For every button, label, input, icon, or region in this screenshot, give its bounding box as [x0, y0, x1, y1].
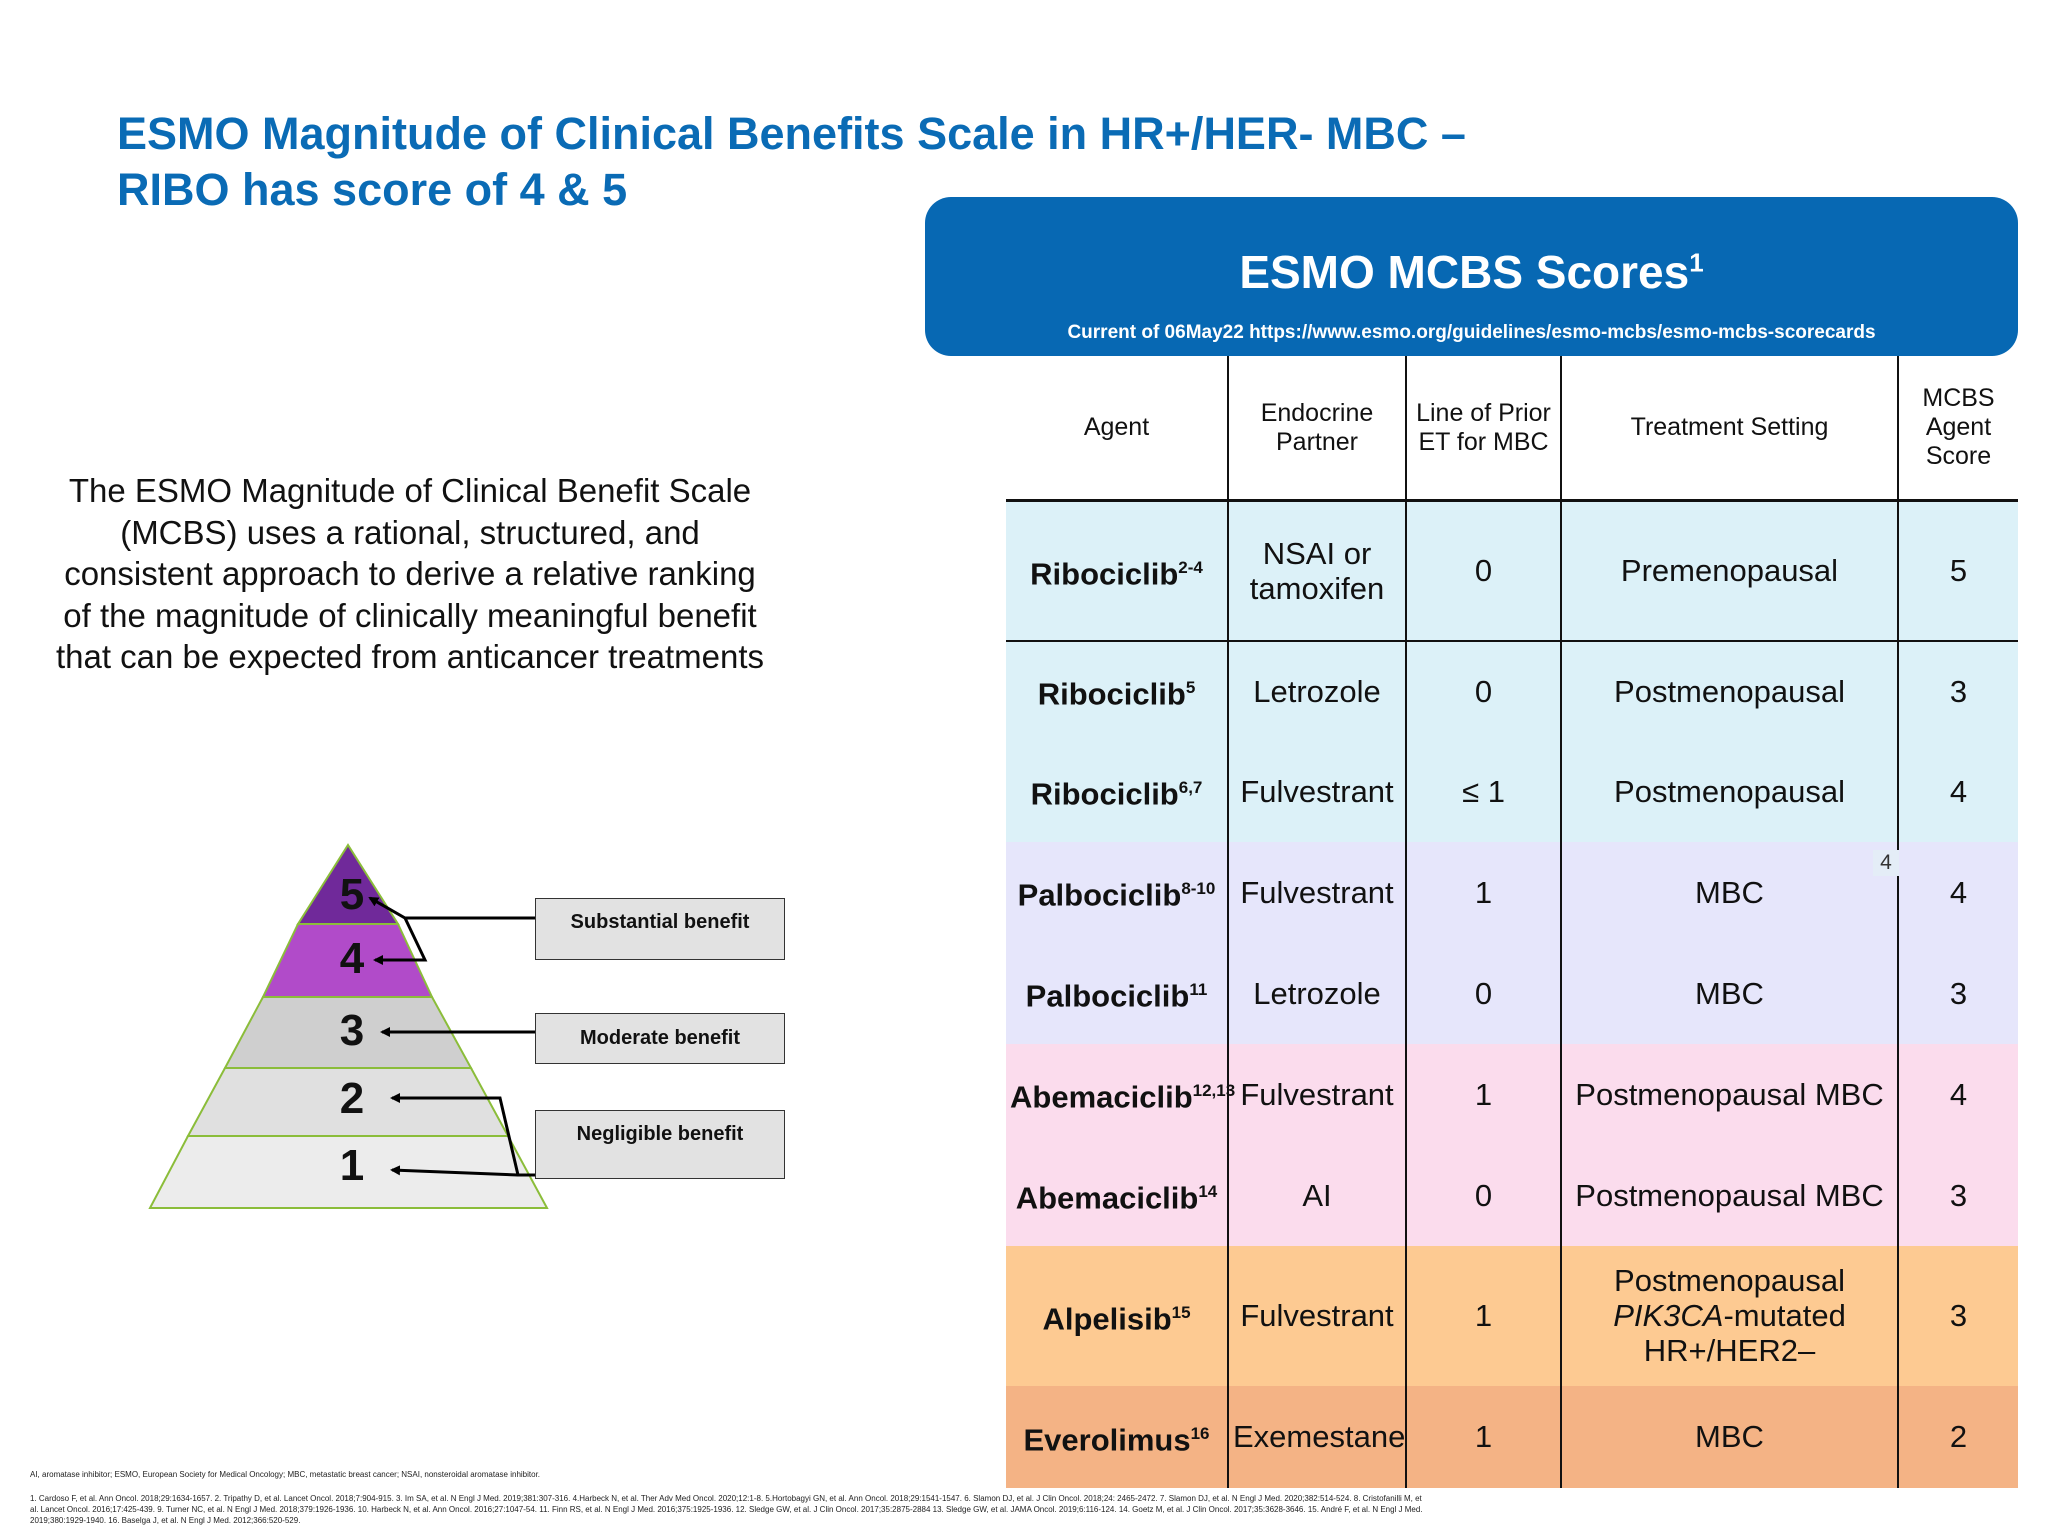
- setting-cell: Postmenopausal MBC: [1561, 1044, 1898, 1145]
- line-cell: 0: [1406, 501, 1561, 641]
- scores-title: [925, 245, 2018, 299]
- agent-ref: 6,7: [1178, 778, 1203, 798]
- scores-title-sup: 1: [1689, 247, 1704, 278]
- agent-cell: [1006, 1246, 1228, 1386]
- partner-cell: NSAI or tamoxifen: [1228, 501, 1406, 641]
- partner-cell: Fulvestrant: [1228, 842, 1406, 943]
- partner-cell: AI: [1228, 1145, 1406, 1246]
- score-cell: 4: [1898, 741, 2018, 842]
- setting-cell: MBC: [1561, 842, 1898, 943]
- setting-text-pre: Postmenopausal: [1614, 1263, 1845, 1298]
- agent-ref: 12,13: [1192, 1081, 1236, 1101]
- score-cell: 5: [1898, 501, 2018, 641]
- agent-name: Alpelisib: [1042, 1301, 1172, 1337]
- agent-name: Palbociclib: [1017, 877, 1182, 913]
- pyramid-num-4: 4: [339, 934, 365, 983]
- agent-cell: [1006, 741, 1228, 842]
- slide-title-line1: ESMO Magnitude of Clinical Benefits Scale in HR+/HER- MBC –: [117, 108, 1466, 159]
- setting-cell: Postmenopausal: [1561, 741, 1898, 842]
- scores-title-text: ESMO MCBS Scores: [1239, 246, 1690, 298]
- setting-text-post: -mutated HR+/HER2–: [1643, 1298, 1846, 1368]
- scores-banner: [925, 197, 2018, 356]
- score-cell: 4: [1898, 842, 2018, 943]
- table-row: [1006, 1044, 2018, 1145]
- setting-cell: MBC: [1561, 943, 1898, 1044]
- agent-name: Abemaciclib: [1015, 1180, 1199, 1216]
- partner-cell: Exemestane: [1228, 1386, 1406, 1488]
- table-row: [1006, 1386, 2018, 1488]
- agent-cell: [1006, 842, 1228, 943]
- mcbs-scores-table: [1006, 356, 2018, 1488]
- partner-cell: Fulvestrant: [1228, 1044, 1406, 1145]
- agent-name: Ribociclib: [1030, 556, 1179, 592]
- abbreviations-footnote: AI, aromatase inhibitor; ESMO, European Society for Medical Oncology; MBC, metastatic breast cancer; NSAI, nonsteroidal aromatase inhibitor.: [30, 1470, 541, 1479]
- setting-cell: Postmenopausal: [1561, 641, 1898, 741]
- table-row: [1006, 501, 2018, 641]
- header-treatment-setting: Treatment Setting: [1561, 356, 1898, 501]
- agent-name: Abemaciclib: [1010, 1079, 1193, 1115]
- setting-cell: MBC: [1561, 1386, 1898, 1488]
- setting-gene: PIK3CA: [1613, 1298, 1724, 1333]
- line-cell: 1: [1406, 842, 1561, 943]
- scores-source: Current of 06May22 https://www.esmo.org/guidelines/esmo-mcbs/esmo-mcbs-scorecards: [1067, 322, 1876, 343]
- table-row: [1006, 842, 2018, 943]
- agent-ref: 14: [1198, 1182, 1218, 1202]
- table-row: [1006, 1145, 2018, 1246]
- pyramid-num-5: 5: [339, 870, 365, 919]
- references-footnote: 1. Cardoso F, et al. Ann Oncol. 2018;29:1634-1657. 2. Tripathy D, et al. Lancet Oncol. 2018;7:904-915. 3. Im SA, et al. N Engl J Med. 2019;381:307-316. 4.Harbeck N, et al. Ther Adv Med Oncol. 2020;12:1-8. 5.Hortobagyi GN, et al. Ann Oncol. 2018;29:1541-1547. 6. Slamon DJ, et al. J Clin Oncol. 2018;24: 2465-2472. 7. Slamon DJ, et al. N Engl J Med. 2020;382:514-524. 8. Cristofanilli M, et al. Lancet Oncol. 2016;17:425-439. 9. Turner NC, et al. N Engl J Med. 2018;379:1926-1936. 10. Harbeck N, et al. Ann Oncol. 2016;27:1047-54. 11. Finn RS, et al. N Engl J Med. 2016;375:1925-1936. 12. Sledge GW, et al. J Clin Oncol. 2017;35:2875-2884 13. Sledge GW, et al. JAMA Oncol. 2019;6:116-124. 14. Goetz M, et al. J Clin Oncol. 2017;35:3628-3646. 15. André F, et al. N Engl J Med. 2019;380:1929-1940. 16. Baselga J, et al. N Engl J Med. 2012;366:520-529.: [30, 1494, 1423, 1525]
- score-cell: 3: [1898, 641, 2018, 741]
- agent-cell: [1006, 501, 1228, 641]
- agent-ref: 11: [1189, 980, 1208, 1000]
- setting-cell: Postmenopausal MBC: [1561, 1145, 1898, 1246]
- agent-cell: [1006, 1386, 1228, 1488]
- pyramid-num-1: 1: [339, 1141, 365, 1190]
- agent-name: Ribociclib: [1030, 776, 1179, 812]
- table-row: [1006, 943, 2018, 1044]
- partner-cell: Fulvestrant: [1228, 1246, 1406, 1386]
- header-agent: Agent: [1006, 356, 1228, 501]
- partner-cell: Letrozole: [1228, 641, 1406, 741]
- moderate-benefit-label: [535, 1013, 785, 1064]
- header-endocrine-partner: Endocrine Partner: [1228, 356, 1406, 501]
- setting-cell: [1561, 1246, 1898, 1386]
- partner-cell: Fulvestrant: [1228, 741, 1406, 842]
- score-cell: 3: [1898, 943, 2018, 1044]
- slide-title-line2: RIBO has score of 4 & 5: [117, 164, 628, 215]
- agent-ref: 15: [1171, 1302, 1191, 1322]
- line-cell: 0: [1406, 943, 1561, 1044]
- agent-cell: [1006, 641, 1228, 741]
- agent-ref: 5: [1185, 678, 1196, 698]
- header-mcbs-score: MCBS Agent Score: [1898, 356, 2018, 501]
- negligible-benefit-label: [535, 1110, 785, 1179]
- setting-cell: Premenopausal: [1561, 501, 1898, 641]
- agent-cell: [1006, 1044, 1236, 1145]
- substantial-benefit-label: [535, 898, 785, 960]
- table-row: [1006, 641, 2018, 741]
- pyramid-num-2: 2: [339, 1074, 365, 1123]
- line-cell: ≤ 1: [1406, 741, 1561, 842]
- agent-ref: 16: [1190, 1423, 1210, 1443]
- line-cell: 1: [1406, 1386, 1561, 1488]
- header-line-prior-et: Line of Prior ET for MBC: [1406, 356, 1561, 501]
- table-row: [1006, 741, 2018, 842]
- pyramid-num-3: 3: [339, 1006, 365, 1055]
- partner-cell: Letrozole: [1228, 943, 1406, 1044]
- score-cell: 3: [1898, 1145, 2018, 1246]
- agent-ref: 8-10: [1181, 879, 1216, 899]
- substantial-benefit-text: Substantial benefit: [570, 911, 750, 933]
- moderate-benefit-text: Moderate benefit: [579, 1027, 741, 1049]
- line-cell: 0: [1406, 1145, 1561, 1246]
- agent-name: Ribociclib: [1037, 676, 1186, 712]
- line-cell: 1: [1406, 1246, 1561, 1386]
- agent-ref: 2-4: [1178, 558, 1203, 578]
- score-cell: 4: [1898, 1044, 2018, 1145]
- table-header-row: [1006, 356, 2018, 501]
- agent-name: Palbociclib: [1025, 978, 1190, 1014]
- line-cell: 0: [1406, 641, 1561, 741]
- score-cell: 3: [1898, 1246, 2018, 1386]
- line-cell: 1: [1406, 1044, 1561, 1145]
- score-cell: 2: [1898, 1386, 2018, 1488]
- negligible-benefit-text: Negligible benefit: [576, 1123, 744, 1145]
- agent-name: Everolimus: [1023, 1422, 1191, 1458]
- intro-paragraph: The ESMO Magnitude of Clinical Benefit Scale (MCBS) uses a rational, structured, and consistent approach to derive a relative ranking of the magnitude of clinically meaningful benefit that can be expected from anticancer treatments: [55, 472, 765, 675]
- stray-number-badge: 4: [1873, 850, 1899, 876]
- agent-cell: [1006, 943, 1228, 1044]
- table-row: [1006, 1246, 2018, 1386]
- agent-cell: [1006, 1145, 1228, 1246]
